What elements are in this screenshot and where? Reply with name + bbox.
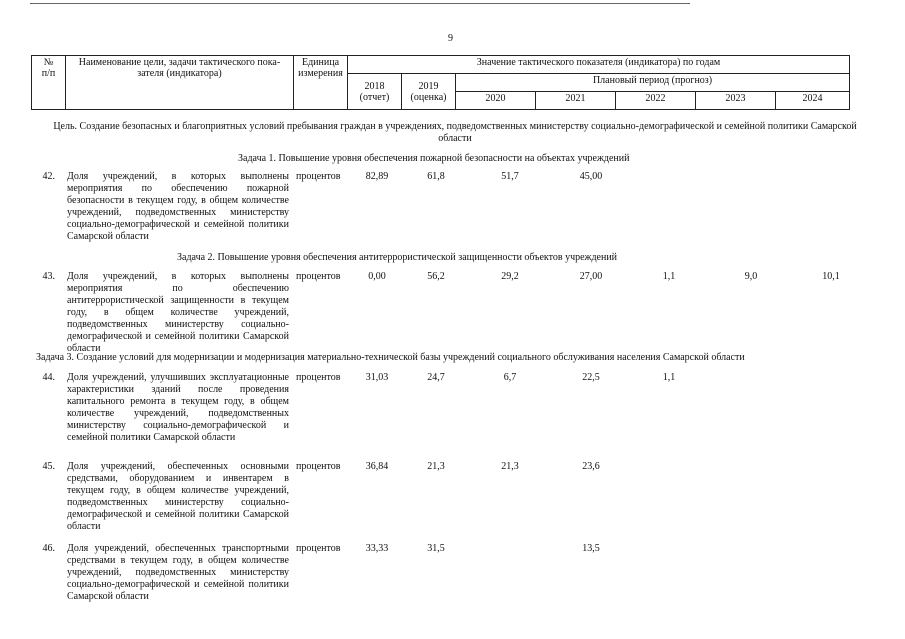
value-2023: 9,0: [744, 271, 758, 282]
row-name: Доля учреждений, улучшивших эксплуатационные характеристики зданий после проведения капитального ремонта в текущем году, в общем количестве учреждений, подведомственных министерству социально-демографической и семейной политики Самарской области: [67, 372, 289, 443]
page-number: 9: [448, 33, 453, 44]
row-unit: процентов: [296, 461, 341, 472]
header-2020: 2020: [456, 92, 536, 110]
value-2020: 29,2: [501, 271, 519, 282]
header-num: № п/п: [32, 56, 66, 110]
row-number: 42.: [42, 171, 55, 182]
header-values-title: Значение тактического показателя (индикатора) по годам: [348, 56, 850, 74]
value-2021: 45,00: [579, 171, 603, 182]
value-2018: 33,33: [365, 543, 389, 554]
header-2019: 2019 (оценка): [402, 74, 456, 110]
header-2022: 2022: [616, 92, 696, 110]
header-2021: 2021: [536, 92, 616, 110]
value-2021: 22,5: [582, 372, 600, 383]
header-unit: Единица измерения: [294, 56, 348, 110]
task-3: Задача 3. Создание условий для модернизации и модернизация материально-технической базы учреждений социального обслуживания населения Самарской области: [36, 352, 745, 363]
header-2024: 2024: [776, 92, 850, 110]
task-2: Задача 2. Повышение уровня обеспечения антитеррористической защищенности объектов учреждений: [177, 252, 618, 263]
indicator-table-header: [31, 55, 850, 110]
value-2020: 21,3: [501, 461, 519, 472]
header-2018: 2018 (отчет): [348, 74, 402, 110]
value-2018: 82,89: [365, 171, 389, 182]
row-unit: процентов: [296, 372, 341, 383]
header-planned: Плановый период (прогноз): [456, 74, 850, 92]
row-number: 46.: [42, 543, 55, 554]
value-2022: 1,1: [662, 372, 676, 383]
value-2024: 10,1: [822, 271, 840, 282]
row-number: 43.: [42, 271, 55, 282]
row-name: Доля учреждений, в которых выполнены мероприятия по обеспечению пожарной безопасности в текущем году, в общем количестве учреждений, подведомственных министерству социально-демографической и семейной политики Самарской области: [67, 171, 289, 242]
task-1: Задача 1. Повышение уровня обеспечения пожарной безопасности на объектах учреждений: [238, 153, 630, 164]
value-2021: 27,00: [579, 271, 603, 282]
value-2019: 24,7: [427, 372, 445, 383]
value-2019: 31,5: [427, 543, 445, 554]
row-name: Доля учреждений, обеспеченных основными средствами, оборудованием и инвентарем в текущем году, в общем количестве учреждений, подведомственных министерству социально-демографической и семейной политики Самарской области: [67, 461, 289, 532]
value-2018: 31,03: [365, 372, 389, 383]
header-name: Наименование цели, задачи тактического пока- зателя (индикатора): [66, 56, 294, 110]
value-2018: 0,00: [368, 271, 386, 282]
value-2020: 51,7: [501, 171, 519, 182]
goal-text: Цель. Создание безопасных и благоприятных условий пребывания граждан в учреждениях, подведомственных министерству социально-демографической и семейной политики Самарской области: [53, 121, 857, 144]
row-number: 45.: [42, 461, 55, 472]
value-2018: 36,84: [365, 461, 389, 472]
row-unit: процентов: [296, 271, 341, 282]
row-unit: процентов: [296, 543, 341, 554]
value-2021: 23,6: [582, 461, 600, 472]
header-2023: 2023: [696, 92, 776, 110]
value-2019: 21,3: [427, 461, 445, 472]
row-name: Доля учреждений, обеспеченных транспортными средствами в текущем году, в общем количестве учреждений, подведомственных министерству социально-демографической и семейной политики Самарской области: [67, 543, 289, 602]
top-rule: [30, 3, 690, 4]
value-2019: 56,2: [427, 271, 445, 282]
row-number: 44.: [42, 372, 55, 383]
value-2019: 61,8: [427, 171, 445, 182]
value-2021: 13,5: [582, 543, 600, 554]
value-2020: 6,7: [503, 372, 517, 383]
row-unit: процентов: [296, 171, 341, 182]
value-2022: 1,1: [662, 271, 676, 282]
row-name: Доля учреждений, в которых выполнены мероприятия по обеспечению антитеррористической защищенности в текущем году, в общем количестве учреждений, подведомственных министерству социально-демографической и семейной политики Самарской области: [67, 271, 289, 354]
